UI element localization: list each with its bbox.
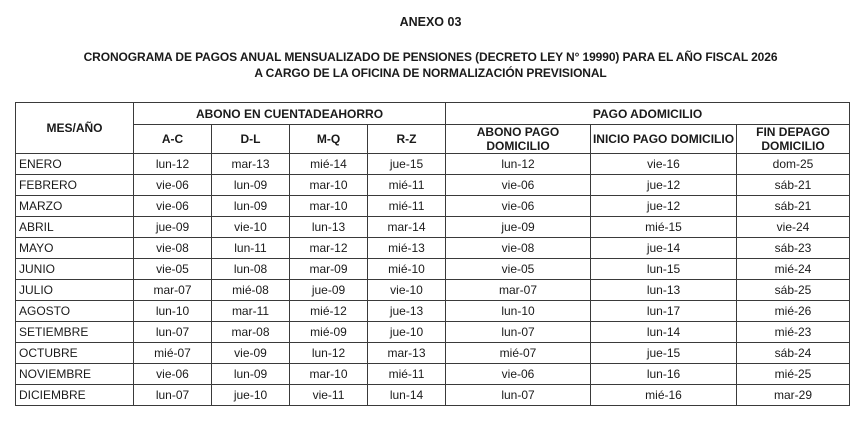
date-cell: vie-05	[134, 259, 212, 280]
date-cell: jue-13	[368, 301, 446, 322]
month-cell: MARZO	[16, 196, 134, 217]
date-cell: sáb-23	[737, 238, 850, 259]
table-row	[16, 364, 850, 385]
date-cell: mié-11	[368, 196, 446, 217]
date-cell: mié-11	[368, 175, 446, 196]
date-cell: dom-25	[737, 154, 850, 175]
date-cell: vie-08	[134, 238, 212, 259]
date-cell: mié-10	[368, 259, 446, 280]
title-line-1: CRONOGRAMA DE PAGOS ANUAL MENSUALIZADO DE PENSIONES (DECRETO LEY N° 19990) PARA EL AÑO FISCAL 2026	[83, 50, 778, 64]
annex-label: ANEXO 03	[399, 15, 462, 29]
date-cell: mar-13	[212, 154, 290, 175]
date-cell: lun-10	[446, 301, 591, 322]
date-cell: jue-10	[368, 322, 446, 343]
month-cell: ENERO	[16, 154, 134, 175]
date-cell: lun-11	[212, 238, 290, 259]
date-cell: jue-09	[290, 280, 368, 301]
date-cell: lun-07	[446, 322, 591, 343]
date-cell: jue-12	[591, 175, 737, 196]
date-cell: vie-09	[212, 343, 290, 364]
header-inicio-pago-domicilio: INICIO PAGO DOMICILIO	[591, 125, 737, 154]
date-cell: jue-09	[134, 217, 212, 238]
header-dl: D-L	[212, 125, 290, 154]
table-row	[16, 175, 850, 196]
date-cell: mar-29	[737, 385, 850, 406]
date-cell: mar-11	[212, 301, 290, 322]
date-cell: lun-07	[134, 322, 212, 343]
date-cell: mié-23	[737, 322, 850, 343]
date-cell: jue-12	[591, 196, 737, 217]
date-cell: vie-06	[446, 175, 591, 196]
date-cell: lun-17	[591, 301, 737, 322]
date-cell: mar-14	[368, 217, 446, 238]
date-cell: sáb-21	[737, 196, 850, 217]
table-row	[16, 322, 850, 343]
date-cell: mié-14	[290, 154, 368, 175]
month-cell: FEBRERO	[16, 175, 134, 196]
date-cell: lun-09	[212, 364, 290, 385]
header-mes: MES/AÑO	[16, 103, 134, 154]
date-cell: mar-09	[290, 259, 368, 280]
date-cell: sáb-21	[737, 175, 850, 196]
month-cell: SETIEMBRE	[16, 322, 134, 343]
date-cell: lun-07	[446, 385, 591, 406]
date-cell: vie-10	[212, 217, 290, 238]
table-row	[16, 238, 850, 259]
title-line-2: A CARGO DE LA OFICINA DE NORMALIZACIÓN PREVISIONAL	[254, 66, 607, 80]
table-row	[16, 343, 850, 364]
date-cell: mié-26	[737, 301, 850, 322]
date-cell: sáb-25	[737, 280, 850, 301]
payment-schedule-table	[15, 102, 850, 406]
date-cell: mar-07	[446, 280, 591, 301]
date-cell: vie-06	[134, 196, 212, 217]
header-mq: M-Q	[290, 125, 368, 154]
date-cell: vie-16	[591, 154, 737, 175]
header-pago-domicilio: PAGO ADOMICILIO	[446, 103, 850, 125]
month-cell: JUNIO	[16, 259, 134, 280]
date-cell: lun-12	[290, 343, 368, 364]
date-cell: lun-14	[591, 322, 737, 343]
table-row	[16, 301, 850, 322]
month-cell: JULIO	[16, 280, 134, 301]
date-cell: vie-05	[446, 259, 591, 280]
date-cell: jue-14	[591, 238, 737, 259]
date-cell: mar-08	[212, 322, 290, 343]
date-cell: mié-13	[368, 238, 446, 259]
header-fin-pago-domicilio: FIN DEPAGO DOMICILIO	[737, 125, 850, 154]
date-cell: mié-09	[290, 322, 368, 343]
date-cell: vie-11	[290, 385, 368, 406]
date-cell: lun-10	[134, 301, 212, 322]
date-cell: lun-16	[591, 364, 737, 385]
date-cell: lun-14	[368, 385, 446, 406]
date-cell: mié-24	[737, 259, 850, 280]
header-abono-cuenta: ABONO EN CUENTADEAHORRO	[134, 103, 446, 125]
date-cell: mié-12	[290, 301, 368, 322]
table-row	[16, 154, 850, 175]
date-cell: mar-07	[134, 280, 212, 301]
table-row	[16, 385, 850, 406]
month-cell: DICIEMBRE	[16, 385, 134, 406]
date-cell: jue-15	[368, 154, 446, 175]
month-cell: MAYO	[16, 238, 134, 259]
header-ac: A-C	[134, 125, 212, 154]
table-row	[16, 259, 850, 280]
date-cell: lun-13	[591, 280, 737, 301]
date-cell: mié-11	[368, 364, 446, 385]
date-cell: mié-25	[737, 364, 850, 385]
month-cell: AGOSTO	[16, 301, 134, 322]
date-cell: lun-12	[134, 154, 212, 175]
date-cell: vie-08	[446, 238, 591, 259]
date-cell: jue-09	[446, 217, 591, 238]
date-cell: vie-06	[446, 364, 591, 385]
date-cell: mar-10	[290, 175, 368, 196]
month-cell: NOVIEMBRE	[16, 364, 134, 385]
date-cell: lun-09	[212, 196, 290, 217]
date-cell: mié-16	[591, 385, 737, 406]
month-cell: OCTUBRE	[16, 343, 134, 364]
date-cell: vie-06	[134, 175, 212, 196]
month-cell: ABRIL	[16, 217, 134, 238]
date-cell: mar-13	[368, 343, 446, 364]
date-cell: mié-07	[134, 343, 212, 364]
date-cell: lun-07	[134, 385, 212, 406]
date-cell: vie-06	[134, 364, 212, 385]
table-row	[16, 217, 850, 238]
date-cell: lun-13	[290, 217, 368, 238]
date-cell: lun-15	[591, 259, 737, 280]
date-cell: jue-10	[212, 385, 290, 406]
date-cell: sáb-24	[737, 343, 850, 364]
header-rz: R-Z	[368, 125, 446, 154]
date-cell: vie-24	[737, 217, 850, 238]
table-row	[16, 280, 850, 301]
date-cell: mar-10	[290, 364, 368, 385]
header-abono-pago-domicilio: ABONO PAGO DOMICILIO	[446, 125, 591, 154]
date-cell: mar-12	[290, 238, 368, 259]
date-cell: lun-08	[212, 259, 290, 280]
table-body	[16, 154, 850, 406]
date-cell: lun-12	[446, 154, 591, 175]
document-title	[0, 49, 861, 81]
date-cell: lun-09	[212, 175, 290, 196]
table-row	[16, 196, 850, 217]
date-cell: vie-06	[446, 196, 591, 217]
date-cell: mié-07	[446, 343, 591, 364]
date-cell: mié-08	[212, 280, 290, 301]
date-cell: mié-15	[591, 217, 737, 238]
date-cell: vie-10	[368, 280, 446, 301]
date-cell: mar-10	[290, 196, 368, 217]
date-cell: jue-15	[591, 343, 737, 364]
